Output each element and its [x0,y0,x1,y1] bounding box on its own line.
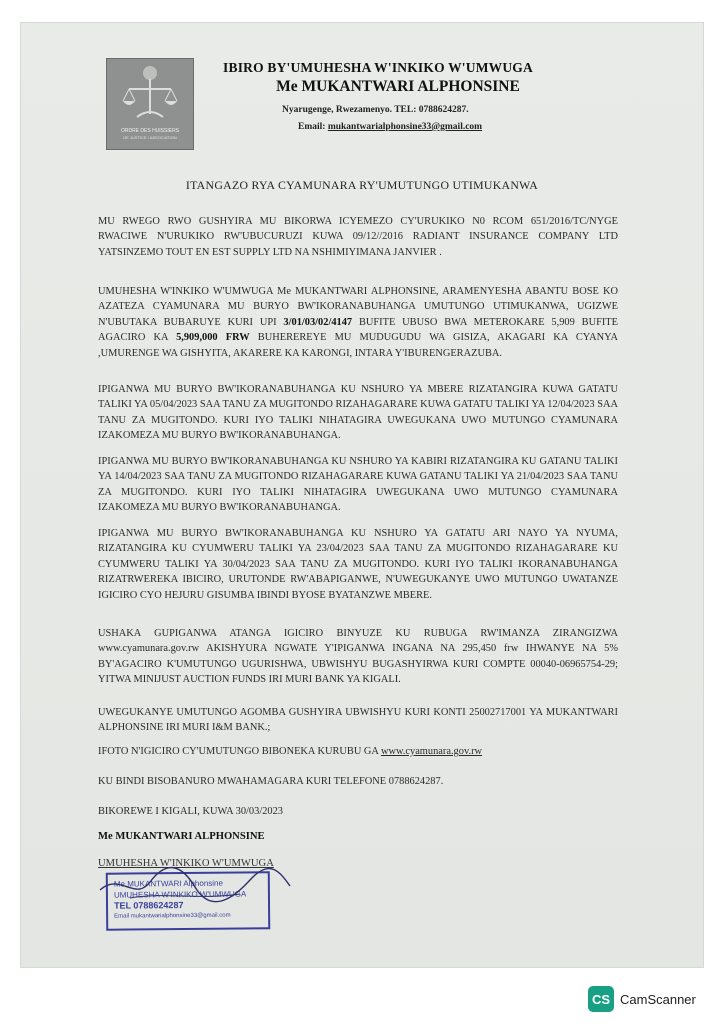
signer-title: UMUHESHA W'INKIKO W'UMWUGA [98,858,274,869]
paragraph-court-decision: MU RWEGO RWO GUSHYIRA MU BIKORWA ICYEMEZO CY'URUKIKO N0 RCOM 651/2016/TC/NYGE RWACIWE N'URUKIKO RW'UBUCURUZI KUWA 09/12//2016 RADIANT INSURANCE COMPANY LTD YATSINZEMO TOUT EN EST SUPPLY LTD NA NSHIMIYIMANA JANVIER . [98,216,618,258]
camscanner-watermark [588,986,696,1012]
paragraph-bidding-instructions: USHAKA GUPIGANWA ATANGA IGICIRO BINYUZE KU RUBUGA RW'IMANZA ZIRANGIZWA www.cyamunara.gov.rw AKISHYURA NGWATE Y'IPIGANWA INGANA NA 295,450 frw IHWANYE NA 5% BY'AGACIRO K'UMUTUNGO UGURISHWA, UBWISHYU BUGASHYIRWA KURI COMPTE 00040-06965754-29; YITWA MINIJUST AUCTION FUNDS IRI MURI BANK YA KIGALI. [98,628,618,686]
email-label: Email: [298,122,328,132]
stamp-line-3: TEL 0788624287 [113,900,184,911]
camscanner-label: CamScanner [620,991,696,1007]
svg-text:DE JUSTICE / ASSOCIATION: DE JUSTICE / ASSOCIATION [123,135,177,140]
paragraph-second-auction: IPIGANWA MU BURYO BW'IKORANABUHANGA KU NSHURO YA KABIRI RIZATANGIRA KU GATANU TALIKI YA 14/04/2023 SAA TANU ZA MUGITONDO RIZAHAGARARE KUWA GATANU TALIKI YA 21/04/2023 SAA TANU ZA MUGITONDO. KURI IYO TALIKI NIHATAGIRA UWEGUKANA UWO MUTUNGO CYAMUNARA IZAKOMEZA MU BURYO BW'IKORANABUHANGA. [98,456,618,514]
p2-text-a: UMUHESHA W'INKIKO W'UMWUGA Me MUKANTWARI ALPHONSINE, ARAMENYESHA ABANTU BOSE KO AZATEZA CYAMUNARA MU BURYO BW'IKORANABUHANGA UMUTUNGO UTIMUKANWA, UGIZWE N'UBUTAKA BUBARUYE KURI UPI [98,286,618,328]
handwritten-signature [90,852,300,912]
camscanner-logo-icon: CS [588,986,614,1012]
paragraph-first-auction: IPIGANWA MU BURYO BW'IKORANABUHANGA KU NSHURO YA MBERE RIZATANGIRA KUWA GATATU TALIKI YA 05/04/2023 SAA TANU ZA MUGITONDO RIZAHAGARARE KUWA GATATU TALIKI YA 12/04/2023 SAA TANU ZA MUGITONDO. KURI IYO TALIKI NIHATAGIRA UWEGUKANA UWO MUTUNGO CYAMUNARA IZAKOMEZA MU BURYO BW'IKORANABUHANGA. [98,384,618,442]
stamp-line-1: Me MUKANTWARI Alphonsine [113,878,223,889]
p8-text: IFOTO N'IGICIRO CY'UMUTUNGO BIBONEKA KURUBU GA [98,746,381,757]
office-heading: IBIRO BY'UMUHESHA W'INKIKO W'UMWUGA [223,60,533,75]
stamp-line-2: UMUHESHA W'INKIKO W'UMWUGA [113,889,247,900]
p2-text-b: BUFITE UBUSO BWA METEROKARE 5,909 BUFITE AGACIRO KA [98,316,619,344]
notice-title: ITANGAZO RYA CYAMUNARA RY'UMUTUNGO UTIMUKANWA [185,178,539,192]
address-line: Nyarugenge, Rwezamenyo. TEL: 0788624287. [282,105,469,115]
email-link[interactable]: mukantwarialphonsine33@gmail.com [327,122,483,132]
p2-text-c: BUHEREREYE MU MUDUGUDU WA GISIZA, AKAGARI KA CYANYA ,UMURENGE WA GISHYITA, AKARERE KA KARONGI, INTARA Y'IBURENGERAZUBA. [98,332,618,359]
paragraph-payment-account: UWEGUKANYE UMUTUNGO AGOMBA GUSHYIRA UBWISHYU KURI KONTI 25002717001 YA MUKANTWARI ALPHONSINE IRI MURI I&M BANK.; [98,707,618,734]
signer-name: Me MUKANTWARI ALPHONSINE [98,831,265,842]
bailiff-name-heading: Me MUKANTWARI ALPHONSINE [276,78,520,95]
property-value: 5,909,000 FRW [176,332,250,344]
paragraph-property-description [98,284,618,361]
association-logo [106,58,194,150]
paragraph-date-place: BIKOREWE I KIGALI, KUWA 30/03/2023 [98,806,283,817]
paragraph-photo-link [98,744,618,759]
upi-number: 3/01/03/02/4147 [283,316,353,328]
svg-text:ORDRE DES HUISSIERS: ORDRE DES HUISSIERS [120,128,180,134]
email-line [298,122,482,132]
scanned-page [20,22,704,968]
cyamunara-link[interactable]: www.cyamunara.gov.rw [380,746,483,757]
stamp-line-4: Email mukantwarialphonsine33@gmail.com [114,912,231,920]
paragraph-third-auction: IPIGANWA MU BURYO BW'IKORANABUHANGA KU NSHURO YA GATATU ARI NAYO YA NYUMA, RIZATANGIRA KU CYUMWERU TALIKI YA 23/04/2023 SAA TANU ZA MUGITONDO RIZAHAGARARE KU CYUMWERU TALIKI YA 30/04/2023 SAA TANU ZA MUGITONDO. KURI IYO TALIKI IKORANABUHANGA RIZATRWEREKA IBICIRO, URUTONDE RW'ABAPIGANWE, N'UWEGUKANYE UWO MUTUNGO UWATANZE IGICIRO CYO HEJURU GISUMBA IBINDI BYOSE BYATANZWE MBERE. [98,528,618,601]
paragraph-contact: KU BINDI BISOBANURO MWAHAMAGARA KURI TELEFONE 0788624287. [98,776,444,787]
